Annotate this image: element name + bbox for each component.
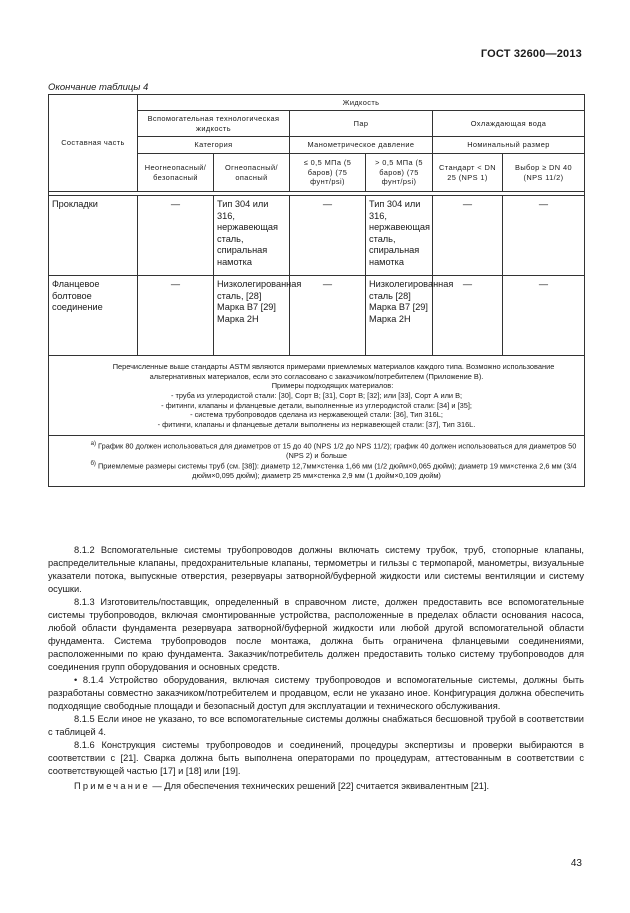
header-std: Стандарт < DN 25 (NPS 1) — [433, 154, 503, 192]
body-text — [48, 544, 584, 793]
notes-item: - фитинги, клапаны и фланцевые детали, выполненные из углеродистой стали: [34] и [35]; — [161, 400, 472, 410]
header-opt: Выбор ≥ DN 40 (NPS 11/2) — [503, 154, 585, 192]
notes-item: - система трубопроводов сделана из нержавеющей стали: [36], Тип 316L; — [190, 410, 443, 420]
header-p-high: > 0,5 МПа (5 баров) (75 фунт/psi) — [366, 154, 433, 192]
row-cell: — — [138, 196, 214, 276]
header-category: Категория — [138, 137, 290, 154]
paragraph-8-1-5: 8.1.5 Если иное не указано, то все вспомогательные системы должны снабжаться бесшовной трубой в соответствии с таблицей 4. — [48, 714, 584, 737]
paragraph-8-1-4: • 8.1.4 Устройство оборудования, включая систему трубопроводов и вспомогательные системы, должны быть разработаны совместно заказчиком/потребителем и продавцом, если не указано иное. Конфигурация должна обеспечить подходящие свободные площади и безопасный доступ для эксплуатации и технического обслуживания. — [48, 675, 584, 711]
row-cell: — — [503, 196, 585, 276]
header-pressure: Манометрическое давление — [290, 137, 433, 154]
note-text: — Для обеспечения технических решений [22] считается эквивалентным [21]. — [149, 781, 490, 791]
row-cell: — — [290, 196, 366, 276]
footnote-a-text: График 80 должен использоваться для диаметров от 15 до 40 (NPS 1/2 до NPS 11/2); график 40 должен использоваться для диаметров 50 (NPS 2) и больше — [98, 441, 577, 461]
header-nonflam: Неогнеопасный/ безопасный — [138, 154, 214, 192]
row-cell: — — [290, 276, 366, 356]
header-p-low: ≤ 0,5 МПа (5 баров) (75 фунт/psi) — [290, 154, 366, 192]
footnote-b — [54, 461, 579, 481]
header-fluid: Жидкость — [138, 95, 585, 111]
footnote-b-mark: б) — [90, 461, 96, 468]
header-nominal: Номинальный размер — [433, 137, 585, 154]
header-flam: Огнеопасный/ опасный — [214, 154, 290, 192]
header-part: Составная часть — [49, 95, 138, 192]
row-cell: Низколегированная сталь [28] Марка В7 [29] Марка 2Н — [366, 276, 433, 356]
notes-item: - фитинги, клапаны и фланцевые детали выполнены из нержавеющей стали: [37], Тип 316L. — [157, 419, 476, 429]
notes-examples: Примеры подходящих материалов: — [271, 381, 394, 391]
header-aux: Вспомогательная технологическая жидкость — [138, 111, 290, 137]
footnote-a-mark: а) — [90, 441, 96, 448]
header-cooling: Охлаждающая вода — [433, 111, 585, 137]
table-footnotes — [49, 436, 585, 486]
table-row — [49, 196, 585, 276]
standard-header: ГОСТ 32600—2013 — [480, 48, 582, 60]
paragraph-8-1-3: 8.1.3 Изготовитель/поставщик, определенный в справочном листе, должен предоставить все вспомогательные системы трубопроводов, включая смонтированные устройства, расположенные в пределах области основания насоса, любой области фундамента резервуара затворной/буферной жидкости или любой другой вспомогательной области фундамента. Система трубопроводов после монтажа, должна быть ограничена фланцевыми соединениями, расположенными по краю фундамента. Заказчик/потребитель должен предоставить только систему трубопроводов для соединения групп оборудования и основных средств. — [48, 597, 584, 672]
row-cell: — — [433, 196, 503, 276]
note-paragraph — [48, 780, 584, 793]
row-cell: Тип 304 или 316, нержавеющая сталь, спиральная намотка — [214, 196, 290, 276]
row-cell: — — [433, 276, 503, 356]
paragraph-8-1-2: 8.1.2 Вспомогательные системы трубопроводов должны включать систему трубок, труб, стопорные клапаны, распределительные клапаны, предохранительные клапаны, термометры и гильзы с термопарой, манометры, визуальные указатели потока, выпускные отверстия, резервуары затворной/буферной жидкости или системы вентиляции и систему осушки. — [48, 545, 584, 594]
page-number: 43 — [570, 858, 582, 869]
row-part: Фланцевое болтовое соединение — [49, 276, 138, 356]
row-cell: — — [503, 276, 585, 356]
footnote-b-text: Приемлемые размеры системы труб (см. [38]): диаметр 12,7мм×стенка 1,66 мм (1/2 дюйм×0,065 дюйм); диаметр 19 мм×стенка 2,6 мм (3/4 дюйм×0,095 дюйм); диаметр 25 мм×стенка 2,9 мм (1 дюйм×0,109 дюйм) — [98, 461, 577, 481]
row-part: Прокладки — [49, 196, 138, 276]
table-notes — [49, 356, 585, 436]
row-cell: Низколегированная сталь, [28] Марка В7 [29] Марка 2Н — [214, 276, 290, 356]
table-row — [49, 276, 585, 356]
footnote-a — [54, 441, 579, 461]
row-cell: — — [138, 276, 214, 356]
row-cell: Тип 304 или 316, нержавеющая сталь, спиральная намотка — [366, 196, 433, 276]
paragraph-8-1-6: 8.1.6 Конструкция системы трубопроводов и соединений, процедуры экспертизы и проверки выбираются в соответствии с [21]. Сварка должна быть выполнена операторами по процедурам, аттестованным в соответствии с соответствующей частью [17] и [18] или [19]. — [48, 740, 584, 776]
materials-table — [48, 94, 585, 487]
notes-intro: Перечисленные выше стандарты ASTM являются примерами приемлемых материалов каждого типа. Возможно использование альтернативных материалов, если это согласовано с заказчиком/потребителем (Приложение В). — [112, 362, 555, 381]
header-steam: Пар — [290, 111, 433, 137]
notes-item: - труба из углеродистой стали: [30], Сорт В; [31], Сорт В; [32]; или [33], Сорт А или В; — [170, 390, 463, 400]
note-label: Примечание — [74, 781, 150, 791]
table-caption: Окончание таблицы 4 — [48, 82, 149, 93]
